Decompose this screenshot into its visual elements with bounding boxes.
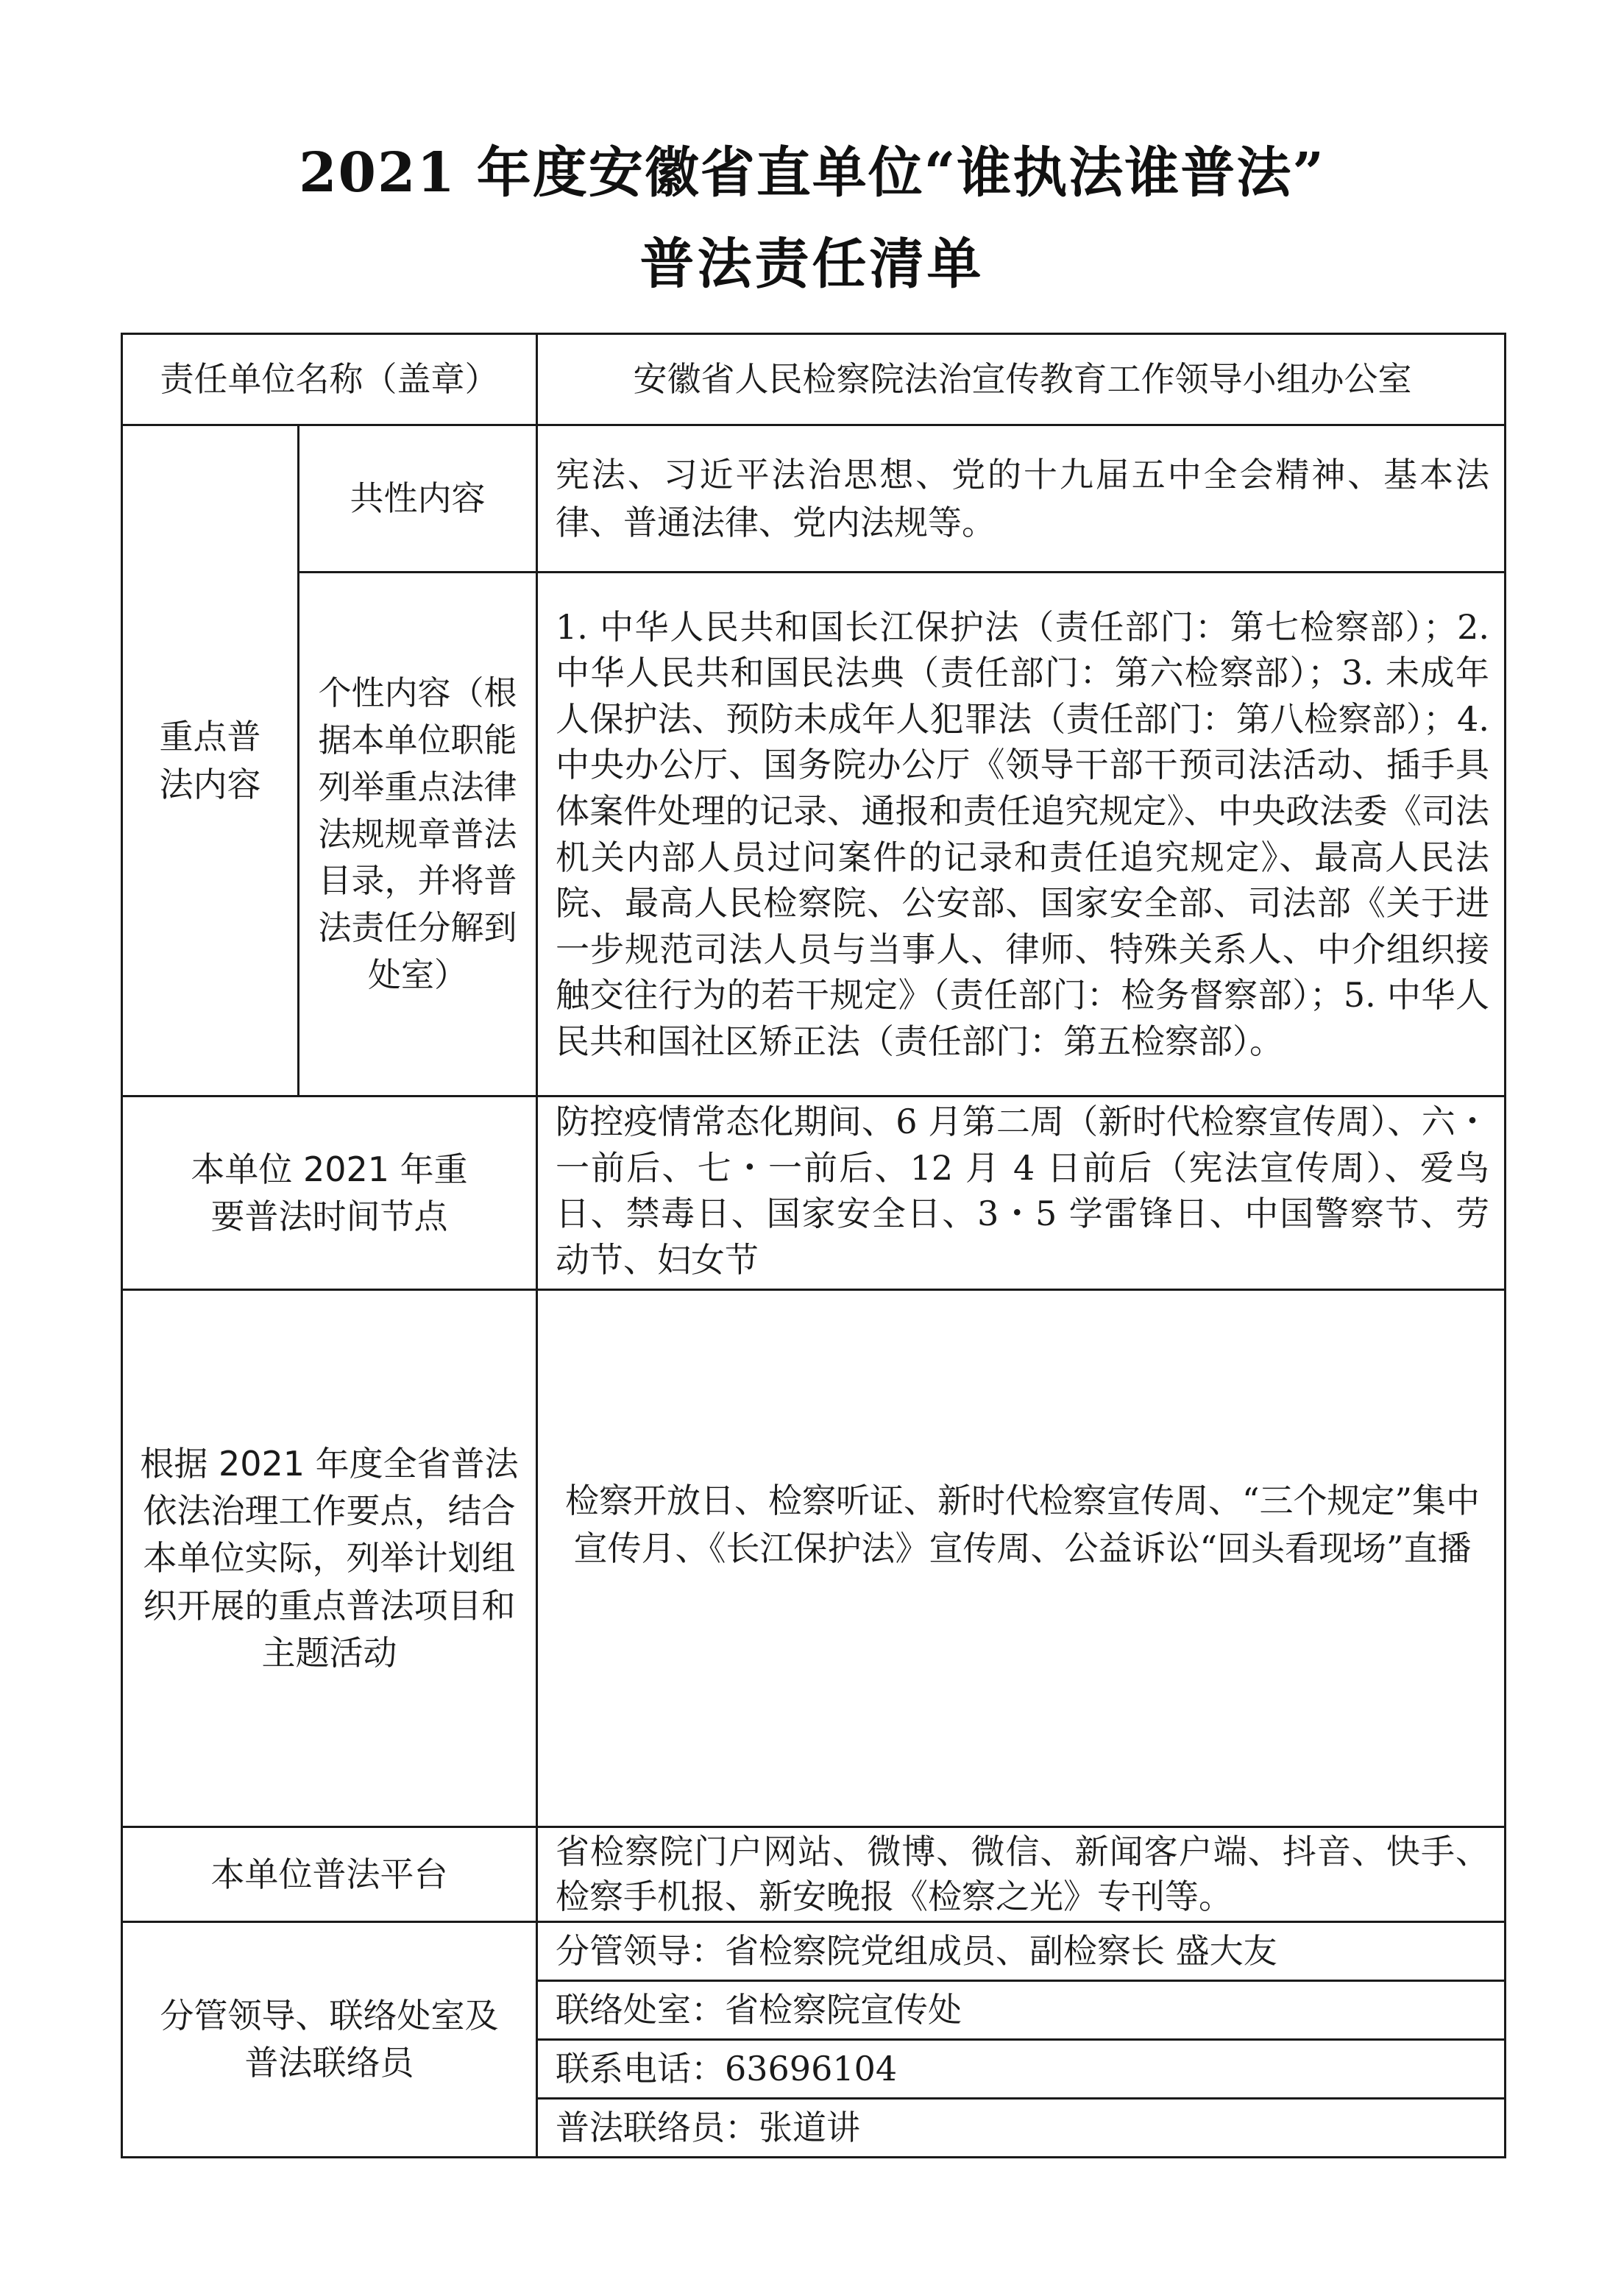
document-title-line2: 普法责任清单 bbox=[639, 233, 985, 296]
contacts-cell bbox=[537, 1921, 1506, 2157]
liaison-line: 普法联络员：张道讲 bbox=[556, 2107, 860, 2147]
row-contacts bbox=[122, 1921, 1506, 2157]
row-unit-name bbox=[122, 334, 1506, 425]
row-individual-content bbox=[122, 573, 1506, 1096]
common-content-value: 宪法、习近平法治思想、党的十九届五中全会精神、基本法律、普通法律、党内法规等。 bbox=[537, 425, 1506, 573]
individual-content-label: 个性内容（根据本单位职能列举重点法律法规规章普法目录，并将普法责任分解到处室） bbox=[299, 573, 537, 1096]
projects-label: 根据 2021 年度全省普法依法治理工作要点，结合本单位实际，列举计划组织开展的重点普法项目和主题活动 bbox=[122, 1290, 537, 1827]
platform-label: 本单位普法平台 bbox=[122, 1827, 537, 1921]
time-nodes-label: 本单位 2021 年重要普法时间节点 bbox=[122, 1096, 537, 1290]
responsibility-table bbox=[121, 333, 1506, 2158]
key-content-label: 重点普法内容 bbox=[122, 425, 299, 1096]
time-nodes-value: 防控疫情常态化期间、6 月第二周（新时代检察宣传周）、六・一前后、七・一前后、12 月 4 日前后（宪法宣传周）、爱鸟日、禁毒日、国家安全日、3・5 学雷锋日、中国警察节、劳动节、妇女节 bbox=[537, 1096, 1506, 1290]
row-platform bbox=[122, 1827, 1506, 1921]
leader-line: 分管领导：省检察院党组成员、副检察长 盛大友 bbox=[538, 1923, 1504, 1982]
platform-value: 省检察院门户网站、微博、微信、新闻客户端、抖音、快手、检察手机报、新安晚报《检察之光》专刊等。 bbox=[537, 1827, 1506, 1921]
row-projects bbox=[122, 1290, 1506, 1827]
unit-name-label: 责任单位名称（盖章） bbox=[122, 334, 537, 425]
phone-line: 联系电话：63696104 bbox=[538, 2041, 1504, 2100]
unit-name-value: 安徽省人民检察院法治宣传教育工作领导小组办公室 bbox=[537, 334, 1506, 425]
contacts-label: 分管领导、联络处室及普法联络员 bbox=[122, 1921, 537, 2157]
individual-content-value: 1. 中华人民共和国长江保护法（责任部门：第七检察部）；2. 中华人民共和国民法典（责任部门：第六检察部）；3. 未成年人保护法、预防未成年人犯罪法（责任部门：第八检察部）；4. 中央办公厅、国务院办公厅《领导干部干预司法活动、插手具体案件处理的记录、通报和责任追究规定》、中央政法委《司法机关内部人员过问案件的记录和责任追究规定》、最高人民法院、最高人民检察院、公安部、国家安全部、司法部《关于进一步规范司法人员与当事人、律师、特殊关系人、中介组织接触交往行为的若干规定》（责任部门：检务督察部）；5. 中华人民共和国社区矫正法（责任部门：第五检察部）。 bbox=[537, 573, 1506, 1096]
row-time-nodes bbox=[122, 1096, 1506, 1290]
row-common-content bbox=[122, 425, 1506, 573]
projects-value: 检察开放日、检察听证、新时代检察宣传周、“三个规定”集中宣传月、《长江保护法》宣传周、公益诉讼“回头看现场”直播 bbox=[537, 1290, 1506, 1827]
document-title-line1: 2021 年度安徽省直单位“谁执法谁普法” bbox=[299, 141, 1325, 205]
office-line: 联络处室：省检察院宣传处 bbox=[538, 1982, 1504, 2041]
common-content-label: 共性内容 bbox=[299, 425, 537, 573]
